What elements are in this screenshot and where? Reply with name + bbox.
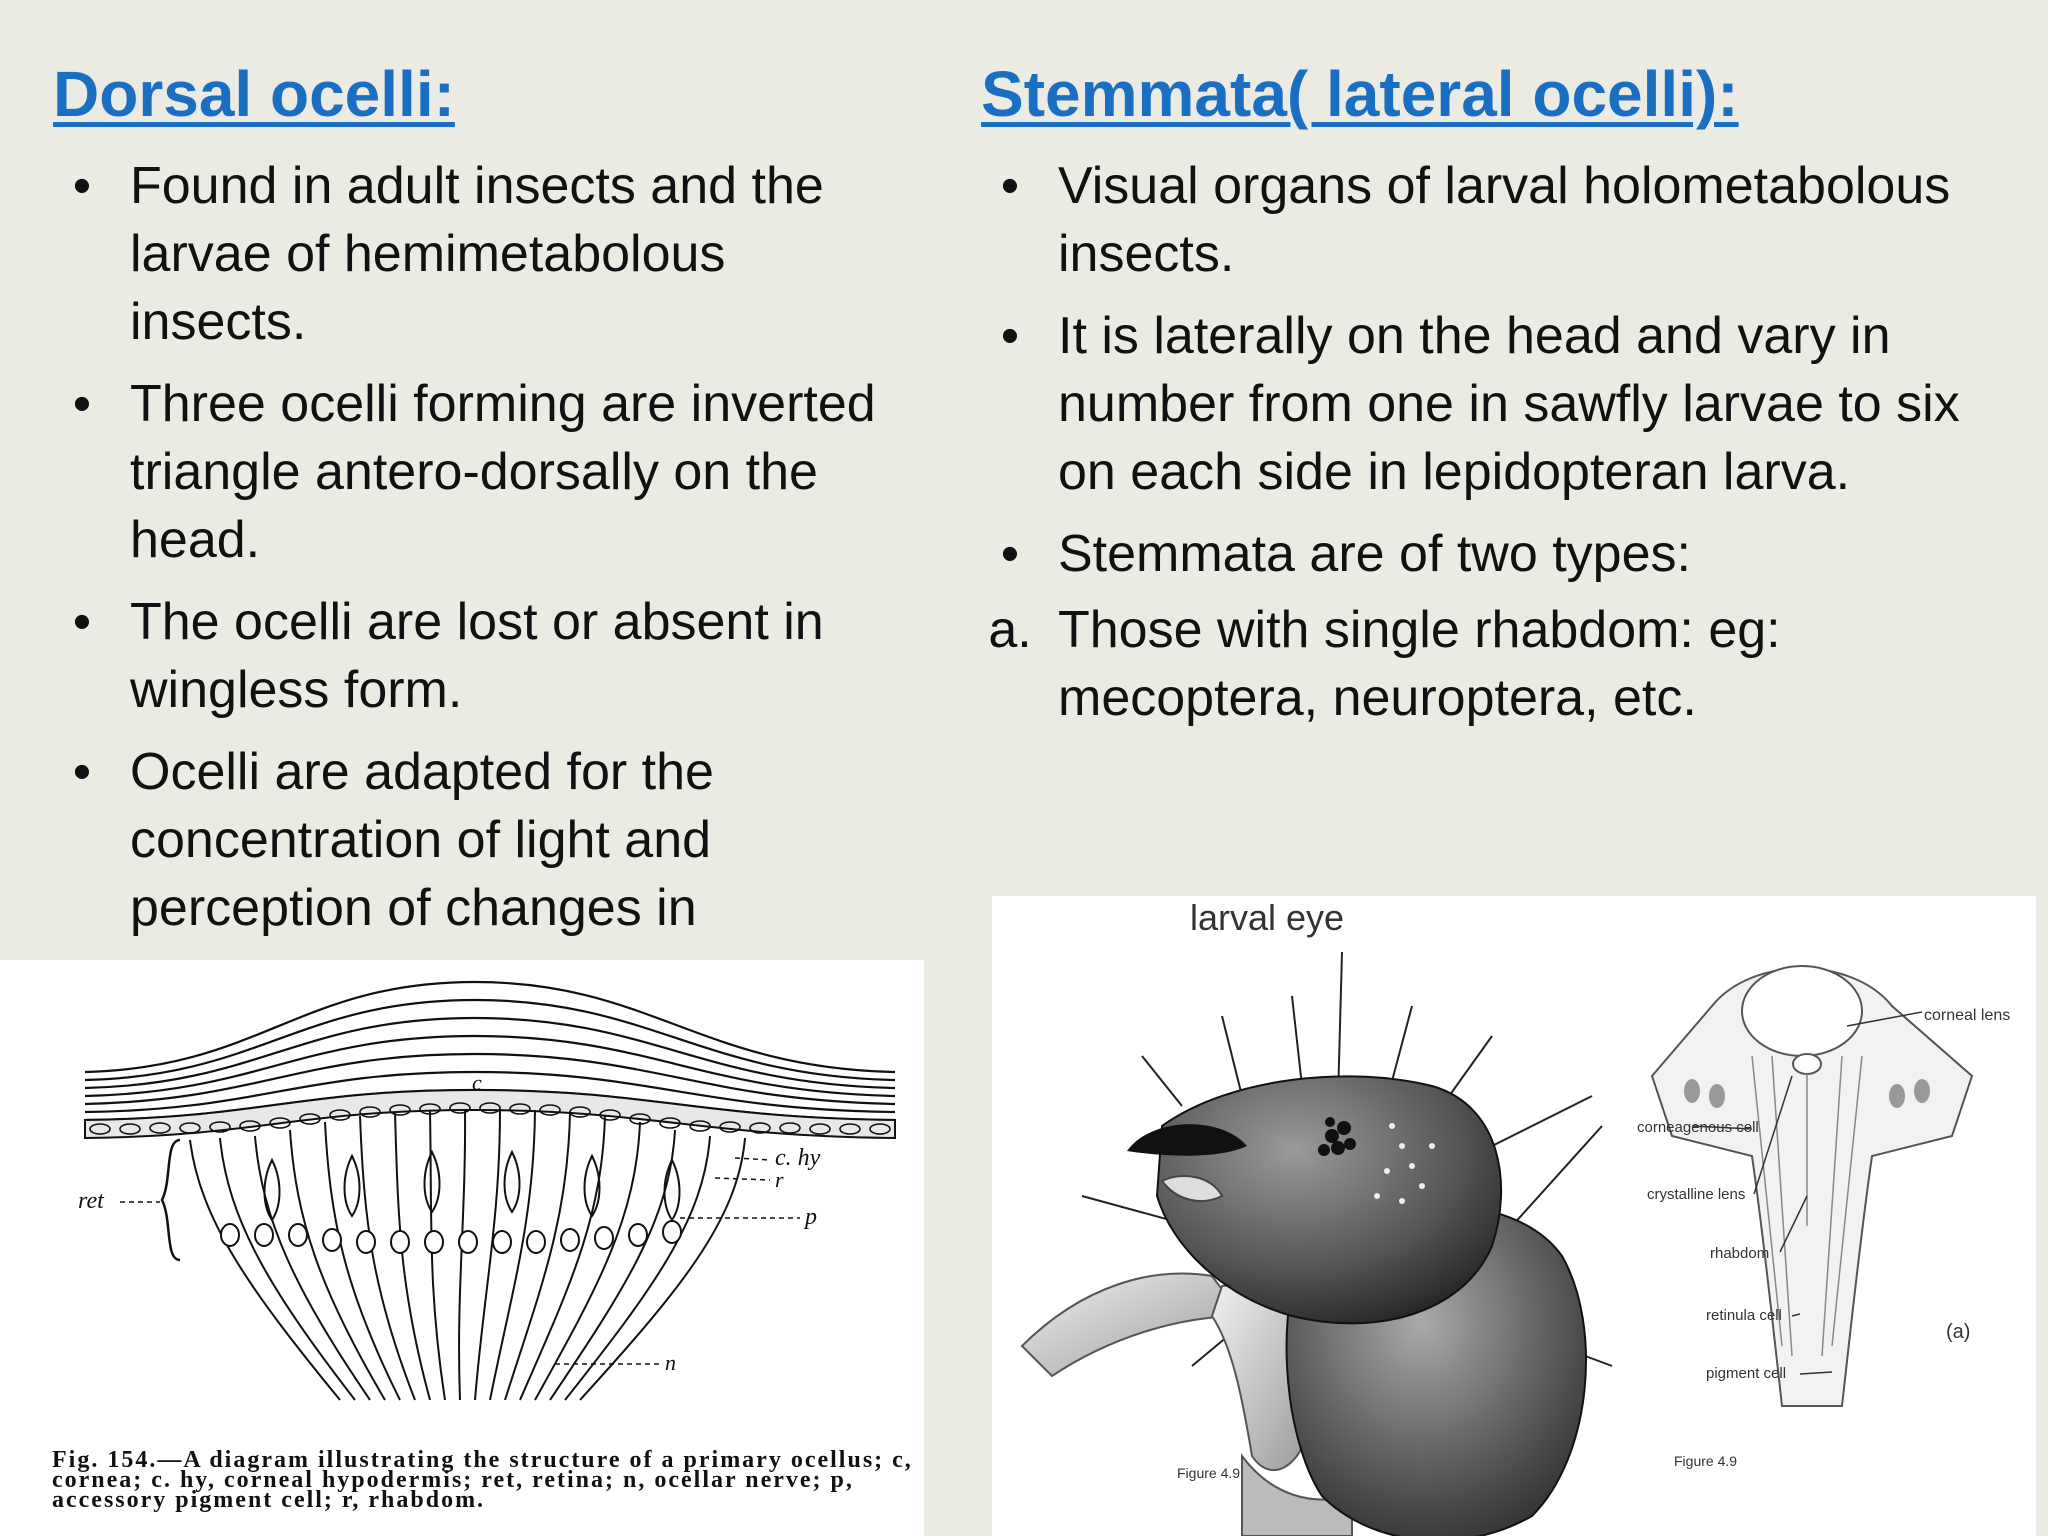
larval-eye-title: larval eye (1189, 897, 1345, 938)
bullet-marker: • (72, 375, 92, 433)
ocellus-figure (0, 960, 924, 1536)
bullet-text: Ocelli are adapted for the concentration of light and perception of changes in (130, 743, 714, 937)
label-retina: ret (78, 1188, 104, 1214)
label-nerve: n (665, 1350, 676, 1375)
list-item (72, 152, 910, 356)
ocellus-diagram (0, 960, 924, 1440)
bullet-marker: • (1000, 307, 1020, 365)
larval-eye-figure (992, 896, 2036, 1536)
bullet-marker: • (72, 593, 92, 651)
bullet-marker: • (72, 157, 92, 215)
label-pigment-cell: pigment cell (1706, 1365, 1787, 1382)
list-item (72, 588, 910, 724)
bullet-text: Found in adult insects and the larvae of hemimetabolous insects. (130, 157, 824, 351)
bullet-text: Visual organs of larval holometabolous insects. (1058, 157, 1951, 283)
dorsal-ocelli-title: Dorsal ocelli: (53, 58, 455, 130)
list-item (1000, 302, 1998, 506)
list-item-lettered (988, 596, 1998, 732)
bullet-text: Stemmata are of two types: (1058, 525, 1691, 583)
label-panel-a: (a) (1946, 1321, 1971, 1343)
figure-number-left: Figure 4.9 (1177, 1465, 1241, 1481)
label-rhabdom-larva: rhabdom (1710, 1245, 1770, 1262)
bullet-text: Three ocelli forming are inverted triangle antero-dorsally on the head. (130, 375, 876, 569)
bullet-marker: • (1000, 525, 1020, 583)
bullet-marker: • (72, 743, 92, 801)
list-item (72, 370, 910, 574)
ocellus-caption: Fig. 154.—A diagram illustrating the structure of a primary ocellus; c, cornea; c. hy, corneal hypodermis; ret, retina; n, ocellar nerve; p, accessory pigment cell; r, rhabdom. (52, 1447, 913, 1513)
bullet-text: It is laterally on the head and vary in number from one in sawfly larvae to six on each side in lepidopteran larva. (1058, 307, 1960, 501)
lettered-text: Those with single rhabdom: eg: mecoptera, neuroptera, etc. (1058, 601, 1781, 727)
list-item (1000, 152, 1998, 288)
larval-eye-diagram (992, 896, 2036, 1536)
label-retinula-cell: retinula cell (1706, 1307, 1782, 1324)
label-crystalline-lens: crystalline lens (1647, 1186, 1746, 1203)
bullet-marker: • (1000, 157, 1020, 215)
bullet-text: The ocelli are lost or absent in wingless form. (130, 593, 824, 719)
dorsal-ocelli-list (72, 152, 910, 956)
label-pigment: p (805, 1204, 817, 1230)
label-corneal-lens: corneal lens (1924, 1007, 2011, 1024)
label-hypodermis: c. hy (775, 1145, 821, 1171)
figure-number-right: Figure 4.9 (1674, 1453, 1738, 1469)
letter-marker: a. (988, 601, 1032, 659)
list-item (72, 738, 910, 942)
label-cornea: c (472, 1070, 482, 1095)
stemmata-title: Stemmata( lateral ocelli): (981, 58, 1739, 130)
list-item (1000, 520, 1998, 588)
stemmata-list (988, 152, 1998, 746)
label-rhabdom: r (775, 1167, 784, 1192)
label-corneagenous-cell: corneagenous cell (1637, 1119, 1759, 1136)
stemma-section (1637, 966, 2010, 1469)
